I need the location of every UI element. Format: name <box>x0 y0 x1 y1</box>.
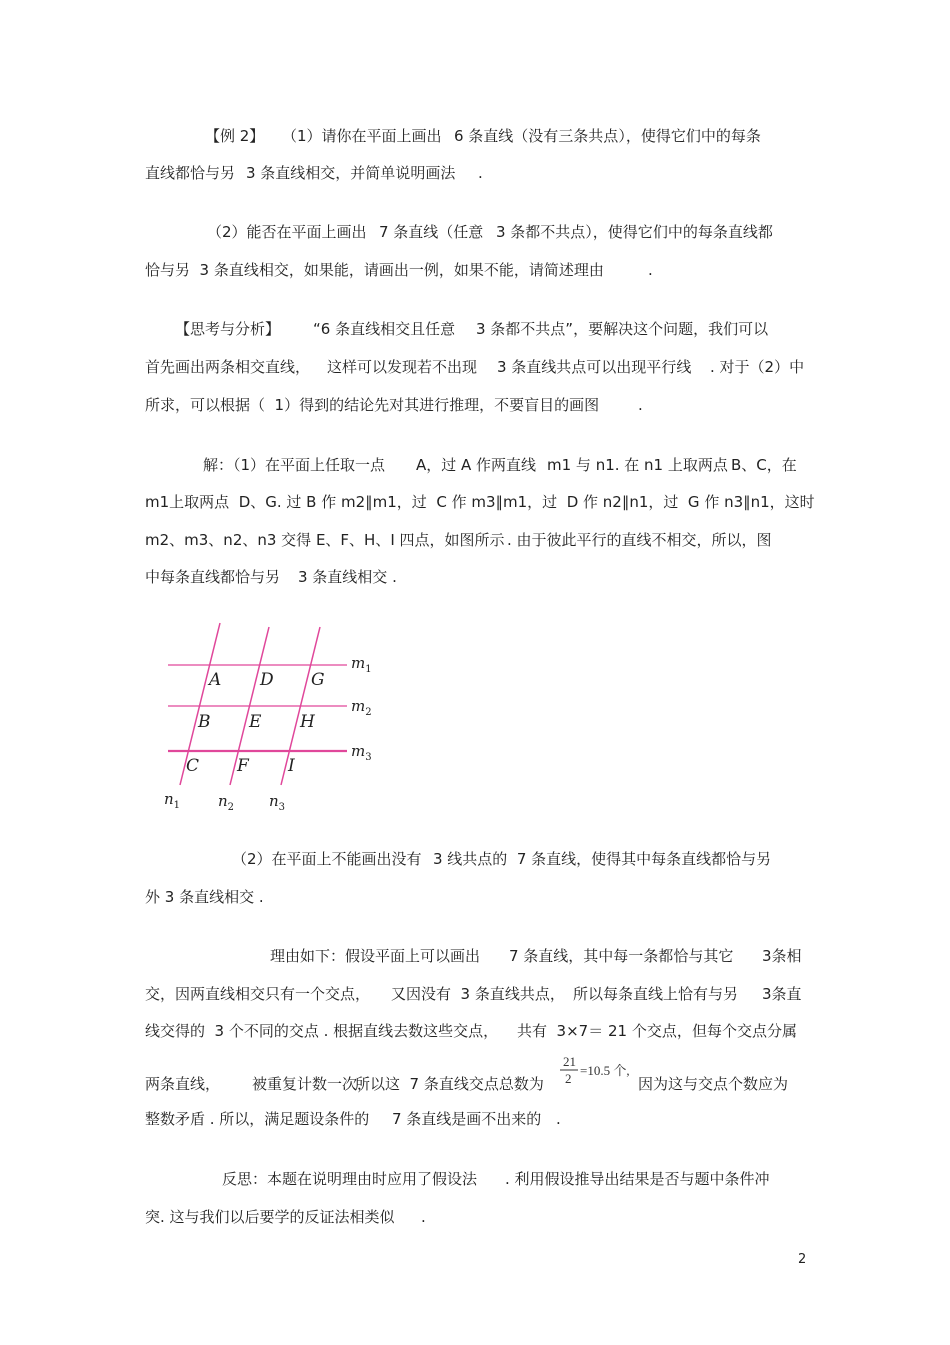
solution2-line1a: （2）在平面上不能画出没有 <box>232 850 422 868</box>
reason-line1b: 7 条直线，其中每一条都恰与其它 <box>509 947 734 965</box>
fraction-denominator: 2 <box>565 1071 572 1086</box>
question-1-line2: 直线都恰与另 <box>145 164 236 182</box>
parallel-lines-figure <box>150 615 390 820</box>
reason-line4d: 因为这与交点个数应为 <box>638 1075 789 1093</box>
solution-line2: m1上取两点 D、G. 过 B 作 m2∥m1，过 C 作 m3∥m1，过 D 作 n2∥n1，过 G 作 n3∥n1，这时 <box>145 493 815 511</box>
reflection-line2a: 突. 这与我们以后要学的反证法相类似 <box>145 1208 395 1226</box>
label-m1: $m_1$ <box>351 654 372 675</box>
solution-line4b: 3 条直线相交 . <box>298 568 397 586</box>
analysis-line2c: 3 条直线共点可以出现平行线 <box>497 358 692 376</box>
label-m3: $m_3$ <box>351 742 372 763</box>
reflection-line1b: . 利用假设推导出结果是否与题中条件冲 <box>505 1170 770 1188</box>
reason-line5b: 7 条直线是画不出来的 <box>392 1110 542 1128</box>
reflection-line1a: 反思：本题在说明理由时应用了假设法 <box>222 1170 478 1188</box>
question-2-end: . <box>648 261 653 279</box>
reason-line2c: 所以每条直线上恰有与另 <box>573 985 739 1003</box>
analysis-line2b: 这样可以发现若不出现 <box>327 358 478 376</box>
reason-line1a: 理由如下：假设平面上可以画出 <box>270 947 481 965</box>
reason-line3b: 共有 3×7＝ 21 个交点， <box>517 1022 692 1040</box>
analysis-line1b: 3 条都不共点”，要解决这个问题，我们可以 <box>476 320 769 338</box>
analysis-tag: 【思考与分析】 <box>175 320 281 338</box>
solution2-line2: 外 3 条直线相交 . <box>145 888 264 906</box>
analysis-line3: 所求，可以根据（ 1）得到的结论先对其进行推理，不要盲目的画图 <box>145 396 600 414</box>
reason-line5c: . <box>556 1110 561 1128</box>
solution-line3b: . 由于彼此平行的直线不相交，所以，图 <box>507 531 772 549</box>
question-2-text: 7 条直线（任意 <box>379 223 484 241</box>
label-n1: $n_1$ <box>164 790 181 811</box>
solution-line1a: 解：（1）在平面上任取一点 <box>203 456 386 474</box>
point-label-e: E <box>249 712 262 732</box>
reason-line2b: 又因没有 3 条直线共点， <box>391 985 565 1003</box>
analysis-line2a: 首先画出两条相交直线， <box>145 358 311 376</box>
solution-line1b: A，过 A 作两直线 <box>416 456 537 474</box>
label-m2: $m_2$ <box>351 697 372 718</box>
analysis-line1a: “6 条直线相交且任意 <box>313 320 456 338</box>
reason-line5a: 整数矛盾 . 所以，满足题设条件的 <box>145 1110 370 1128</box>
fraction-result: =10.5 个, <box>580 1063 630 1078</box>
fraction-numerator: 21 <box>563 1054 576 1069</box>
solution-line4a: 中每条直线都恰与另 <box>145 568 281 586</box>
point-label-h: H <box>300 712 315 732</box>
example-tag: 【例 2】 <box>205 127 265 145</box>
reason-line2d: 3条直 <box>762 985 802 1003</box>
point-label-c: C <box>186 756 200 776</box>
question-1-start: （1）请你在平面上画出 <box>282 127 442 145</box>
point-label-a: A <box>209 670 222 690</box>
point-label-b: B <box>198 712 211 732</box>
point-label-d: D <box>260 670 274 690</box>
solution-line3a: m2、m3、n2、n3 交得 E、F、H、I 四点，如图所示 <box>145 531 505 549</box>
question-1-end: . <box>478 164 483 182</box>
fraction-formula <box>556 1053 636 1087</box>
question-2-line2: 恰与另 3 条直线相交，如果能，请画出一例，如果不能，请简述理由 <box>145 261 604 279</box>
label-n3: $n_3$ <box>269 792 286 813</box>
question-2-text-b: 3 条都不共点），使得它们中的每条直线都 <box>496 223 773 241</box>
question-1-text: 6 条直线（没有三条共点），使得它们中的每条 <box>454 127 761 145</box>
lines-n <box>180 623 320 785</box>
question-2-start: （2）能否在平面上画出 <box>207 223 367 241</box>
reason-line3c: 但每个交点分属 <box>692 1022 798 1040</box>
label-n2: $n_2$ <box>218 792 235 813</box>
reflection-line2b: . <box>421 1208 426 1226</box>
analysis-line3-end: . <box>638 396 643 414</box>
reason-line4c: 所以这 7 条直线交点总数为 <box>355 1075 544 1093</box>
question-1-line2b: 3 条直线相交，并简单说明画法 <box>246 164 456 182</box>
solution2-line1b: 3 线共点的 7 条直线，使得其中每条直线都恰与另 <box>433 850 772 868</box>
page-number: 2 <box>798 1252 807 1267</box>
analysis-line2d: . 对于（2）中 <box>710 358 805 376</box>
solution-line1d: B、C，在 <box>731 456 797 474</box>
point-label-f: F <box>237 756 249 776</box>
reason-line4b: 被重复计数一次， <box>252 1075 373 1093</box>
reason-line4a: 两条直线， <box>145 1075 221 1093</box>
solution-line1c: m1 与 n1. 在 n1 上取两点 <box>547 456 728 474</box>
point-label-i: I <box>288 756 295 776</box>
reason-line3a: 线交得的 3 个不同的交点 . 根据直线去数这些交点， <box>145 1022 499 1040</box>
reason-line2a: 交，因两直线相交只有一个交点， <box>145 985 371 1003</box>
point-label-g: G <box>311 670 325 690</box>
reason-line1c: 3条相 <box>762 947 802 965</box>
